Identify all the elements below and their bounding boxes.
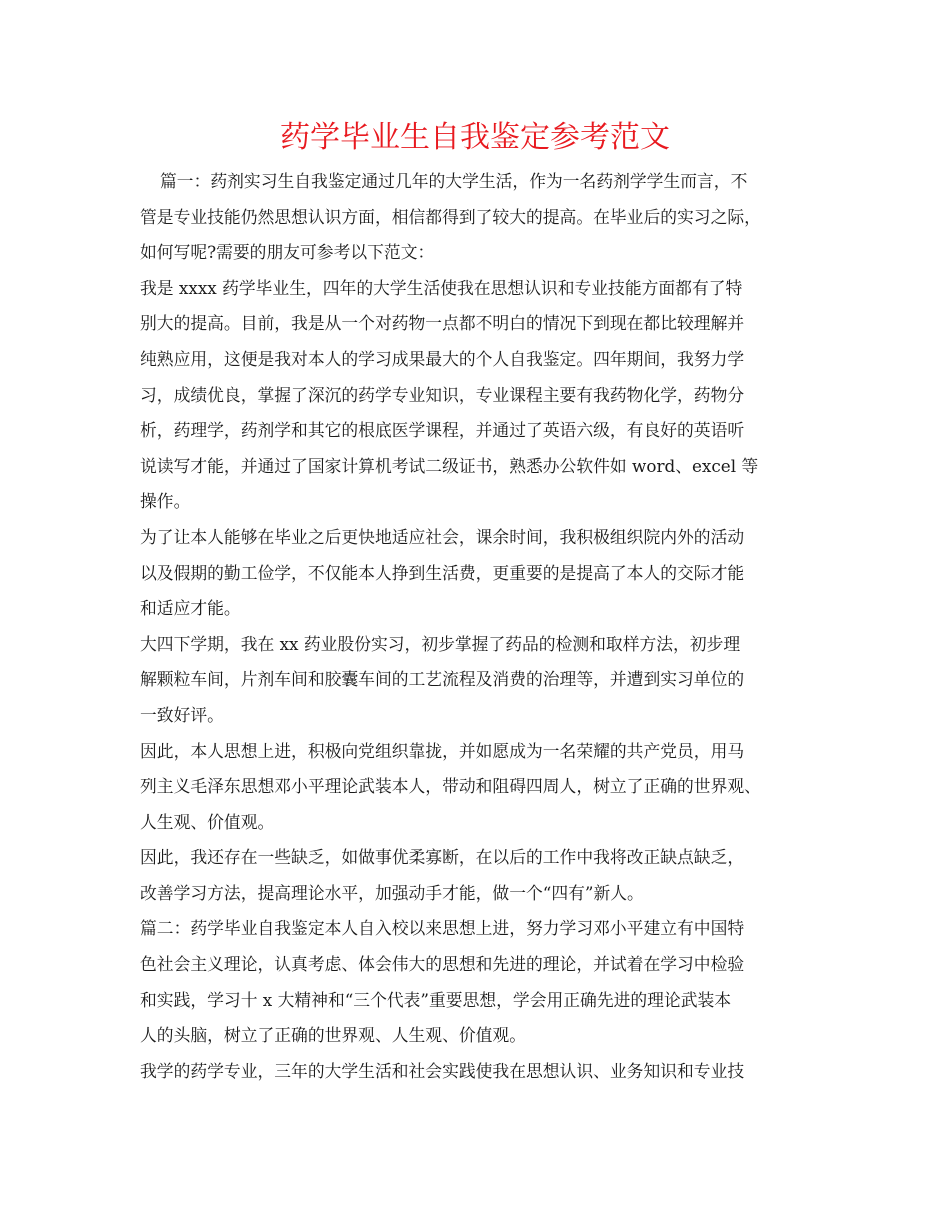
paragraph-line: 篇一：药剂实习生自我鉴定通过几年的大学生活，作为一名药剂学学生而言，不	[160, 171, 748, 191]
document-title: 药学毕业生自我鉴定参考范文	[280, 120, 670, 155]
paragraph-line: 我学的药学专业，三年的大学生活和社会实践使我在思想认识、业务知识和专业技	[140, 1060, 745, 1081]
paragraph-line: 析，药理学，药剂学和其它的根底医学课程，并通过了英语六级，有良好的英语听	[140, 420, 745, 441]
paragraph-line: 管是专业技能仍然思想认识方面，相信都得到了较大的提高。在毕业后的实习之际，	[140, 206, 761, 227]
paragraph-line: 为了让本人能够在毕业之后更快地适应社会，课余时间，我积极组织院内外的活动	[140, 526, 745, 547]
paragraph-line: 解颗粒车间，片剂车间和胶囊车间的工艺流程及消费的治理等，并遭到实习单位的	[140, 669, 745, 690]
paragraph-line: 人的头脑，树立了正确的世界观、人生观、价值观。	[140, 1025, 526, 1046]
paragraph-line: 和适应才能。	[140, 598, 241, 619]
paragraph-line: 改善学习方法，提高理论水平，加强动手才能，做一个“四有”新人。	[140, 882, 644, 903]
paragraph-line: 因此，我还存在一些缺乏，如做事优柔寡断，在以后的工作中我将改正缺点缺乏，	[140, 847, 745, 868]
paragraph-line: 说读写才能，并通过了国家计算机考试二级证书，熟悉办公软件如 word、excel 等	[140, 455, 759, 476]
paragraph-line: 大四下学期，我在 xx 药业股份实习，初步掌握了药品的检测和取样方法，初步理	[140, 633, 741, 654]
paragraph-line: 纯熟应用，这便是我对本人的学习成果最大的个人自我鉴定。四年期间，我努力学	[140, 348, 745, 369]
paragraph-line: 列主义毛泽东思想邓小平理论武装本人，带动和阻碍四周人，树立了正确的世界观、	[140, 776, 761, 797]
document-body	[140, 164, 830, 1089]
paragraph-line: 和实践，学习十 x 大精神和“三个代表”重要思想，学会用正确先进的理论武装本	[140, 989, 732, 1010]
paragraph-line: 一致好评。	[140, 704, 224, 725]
paragraph-line: 操作。	[140, 491, 191, 512]
paragraph-line: 别大的提高。目前，我是从一个对药物一点都不明白的情况下到现在都比较理解并	[140, 313, 745, 334]
paragraph-line: 色社会主义理论，认真考虑、体会伟大的思想和先进的理论，并试着在学习中检验	[140, 954, 745, 975]
paragraph-line: 篇二：药学毕业自我鉴定本人自入校以来思想上进，努力学习邓小平建立有中国特	[140, 918, 745, 939]
paragraph-line: 因此，本人思想上进，积极向党组织靠拢，并如愿成为一名荣耀的共产党员，用马	[140, 740, 745, 761]
paragraph-line: 我是 xxxx 药学毕业生，四年的大学生活使我在思想认识和专业技能方面都有了特	[140, 277, 743, 298]
paragraph-line: 习，成绩优良，掌握了深沉的药学专业知识，专业课程主要有我药物化学，药物分	[140, 384, 745, 405]
paragraph-line: 以及假期的勤工俭学，不仅能本人挣到生活费，更重要的是提高了本人的交际才能	[140, 562, 745, 583]
paragraph-line: 人生观、价值观。	[140, 811, 275, 832]
paragraph-line: 如何写呢?需要的朋友可参考以下范文：	[140, 242, 435, 263]
